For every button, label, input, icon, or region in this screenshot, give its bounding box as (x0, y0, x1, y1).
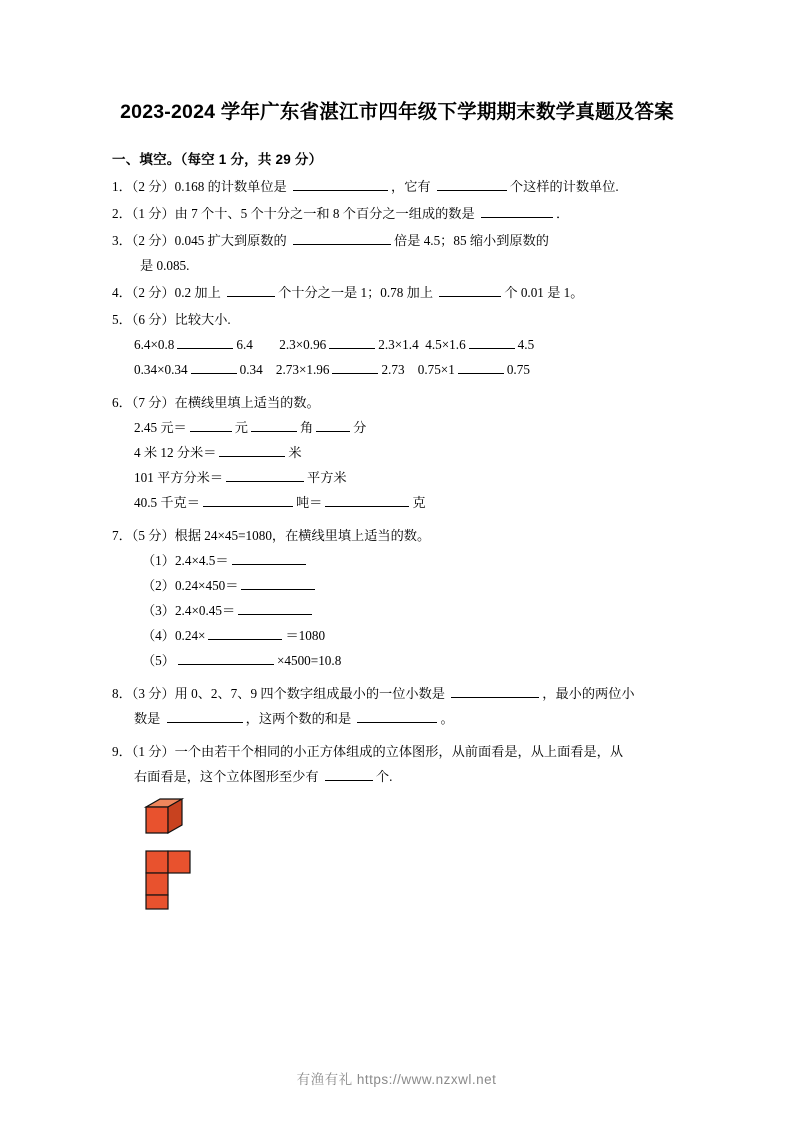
answer-blank[interactable] (167, 709, 243, 723)
question-2-text-b: ． (555, 206, 570, 221)
answer-blank[interactable] (439, 283, 501, 297)
question-7-sub-5 (112, 648, 682, 673)
unit: 吨＝ (295, 495, 323, 510)
question-1-text-b: ，它有 (391, 179, 434, 194)
answer-blank[interactable] (293, 231, 391, 245)
answer-blank[interactable] (177, 335, 233, 349)
question-7-sub-2 (112, 573, 682, 598)
answer-blank[interactable] (325, 493, 409, 507)
question-9 (112, 739, 682, 789)
unit: 米 (288, 445, 302, 460)
expr: 0.34×0.34 (134, 362, 188, 377)
question-7-head: 7．（5 分）根据 24×45=1080，在横线里填上适当的数。 (112, 528, 431, 543)
expr: 6.4 (236, 337, 253, 352)
question-6-row-2 (112, 440, 682, 465)
answer-blank[interactable] (332, 360, 378, 374)
question-8-text-a: 8．（3 分）用 0、2、7、9 四个数字组成最小的一位小数是 (112, 686, 449, 701)
answer-blank[interactable] (226, 468, 304, 482)
question-2 (112, 201, 682, 226)
expr: 2.45 元＝ (134, 420, 187, 435)
expr: 0.75 (506, 362, 530, 377)
question-1 (112, 174, 682, 199)
answer-blank[interactable] (451, 684, 539, 698)
answer-blank[interactable] (325, 767, 373, 781)
question-1-text-c: 个这样的计数单位. (509, 179, 619, 194)
question-4-text-a: 4．（2 分）0.2 加上 (112, 285, 225, 300)
question-8-line-2 (112, 706, 682, 731)
expr: 0.34 (239, 362, 263, 377)
answer-blank[interactable] (293, 177, 388, 191)
answer-blank[interactable] (238, 601, 312, 615)
question-7-sub-1 (112, 548, 682, 573)
question-9-text-b: 右面看是，这个立体图形至少有 (134, 769, 322, 784)
question-8-text-b: ，最小的两位小 (542, 686, 635, 701)
expr: 0.75×1 (417, 362, 455, 377)
question-4-text-c: 个 0.01 是 1。 (504, 285, 584, 300)
expr: 4 米 12 分米＝ (134, 445, 217, 460)
answer-blank[interactable] (437, 177, 507, 191)
answer-blank[interactable] (329, 335, 375, 349)
answer-blank[interactable] (203, 493, 293, 507)
question-9-line-2 (112, 764, 682, 789)
expr: ＝1080 (285, 628, 326, 643)
expr: （1）2.4×4.5＝ (142, 553, 229, 568)
unit: 克 (412, 495, 426, 510)
question-5 (112, 307, 682, 382)
section-heading-fill-in-blanks: 一、填空。（每空 1 分，共 29 分） (112, 152, 323, 167)
footer-watermark: 有渔有礼 https://www.nzxwl.net (296, 1072, 497, 1087)
answer-blank[interactable] (481, 204, 553, 218)
unit: 角 (299, 420, 314, 435)
question-7-sub-3 (112, 598, 682, 623)
answer-blank[interactable] (208, 626, 282, 640)
expr: 4.5×1.6 (425, 337, 466, 352)
question-6-row-4 (112, 490, 682, 515)
question-8-text-c: 数是 (134, 711, 164, 726)
expr: 2.73×1.96 (275, 362, 330, 377)
cube-figures (142, 795, 682, 915)
answer-blank[interactable] (241, 576, 315, 590)
question-5-row-1 (112, 332, 682, 357)
answer-blank[interactable] (458, 360, 504, 374)
question-3-text-c: 是 0.085. (140, 258, 190, 273)
document-content (112, 95, 682, 915)
expr: 101 平方分米＝ (134, 470, 224, 485)
question-3-text-a: 3．（2 分）0.045 扩大到原数的 (112, 233, 291, 248)
answer-blank[interactable] (219, 443, 285, 457)
question-8-text-d: ，这两个数的和是 (245, 711, 355, 726)
question-9-text-c: 个. (375, 769, 393, 784)
question-4 (112, 280, 682, 305)
answer-blank[interactable] (469, 335, 515, 349)
single-cube-icon (142, 795, 190, 839)
question-3-text-b: 倍是 4.5；85 缩小到原数的 (394, 233, 549, 248)
expr: 2.3×0.96 (279, 337, 327, 352)
answer-blank[interactable] (251, 418, 297, 432)
expr: （5） (142, 653, 175, 668)
unit: 平方米 (307, 470, 347, 485)
question-6-head: 6．（7 分）在横线里填上适当的数。 (112, 395, 320, 410)
expr: （2）0.24×450＝ (142, 578, 239, 593)
question-1-text-a: 1．（2 分）0.168 的计数单位是 (112, 179, 291, 194)
composite-cube-shape-icon (142, 847, 212, 913)
question-8 (112, 681, 682, 731)
question-6-row-3 (112, 465, 682, 490)
answer-blank[interactable] (227, 283, 275, 297)
answer-blank[interactable] (232, 551, 306, 565)
expr: 2.3×1.4 (378, 337, 419, 352)
expr: 6.4×0.8 (134, 337, 175, 352)
unit: 分 (353, 420, 367, 435)
expr: （4）0.24× (142, 628, 206, 643)
expr: （3）2.4×0.45＝ (142, 603, 236, 618)
answer-blank[interactable] (190, 418, 232, 432)
question-6-row-1 (112, 415, 682, 440)
question-4-text-b: 个十分之一是 1；0.78 加上 (278, 285, 437, 300)
answer-blank[interactable] (316, 418, 350, 432)
question-9-line-1: 9．（1 分）一个由若干个相同的小正方体组成的立体图形，从前面看是，从上面看是，从 (112, 744, 624, 759)
question-8-text-e: 。 (440, 711, 454, 726)
answer-blank[interactable] (191, 360, 237, 374)
question-2-text-a: 2．（1 分）由 7 个十、5 个十分之一和 8 个百分之一组成的数是 (112, 206, 478, 221)
answer-blank[interactable] (357, 709, 437, 723)
question-6 (112, 390, 682, 515)
expr: 40.5 千克＝ (134, 495, 200, 510)
page-title: 2023-2024 学年广东省湛江市四年级下学期期末数学真题及答案 (120, 101, 674, 123)
unit: 元 (234, 420, 248, 435)
question-5-row-2 (112, 357, 682, 382)
expr: ×4500=10.8 (276, 653, 342, 668)
expr: 4.5 (517, 337, 535, 352)
question-3 (112, 228, 682, 278)
question-7 (112, 523, 682, 673)
expr: 2.73 (381, 362, 405, 377)
question-5-head: 5．（6 分）比较大小. (112, 312, 231, 327)
question-7-sub-4 (112, 623, 682, 648)
answer-blank[interactable] (178, 651, 274, 665)
